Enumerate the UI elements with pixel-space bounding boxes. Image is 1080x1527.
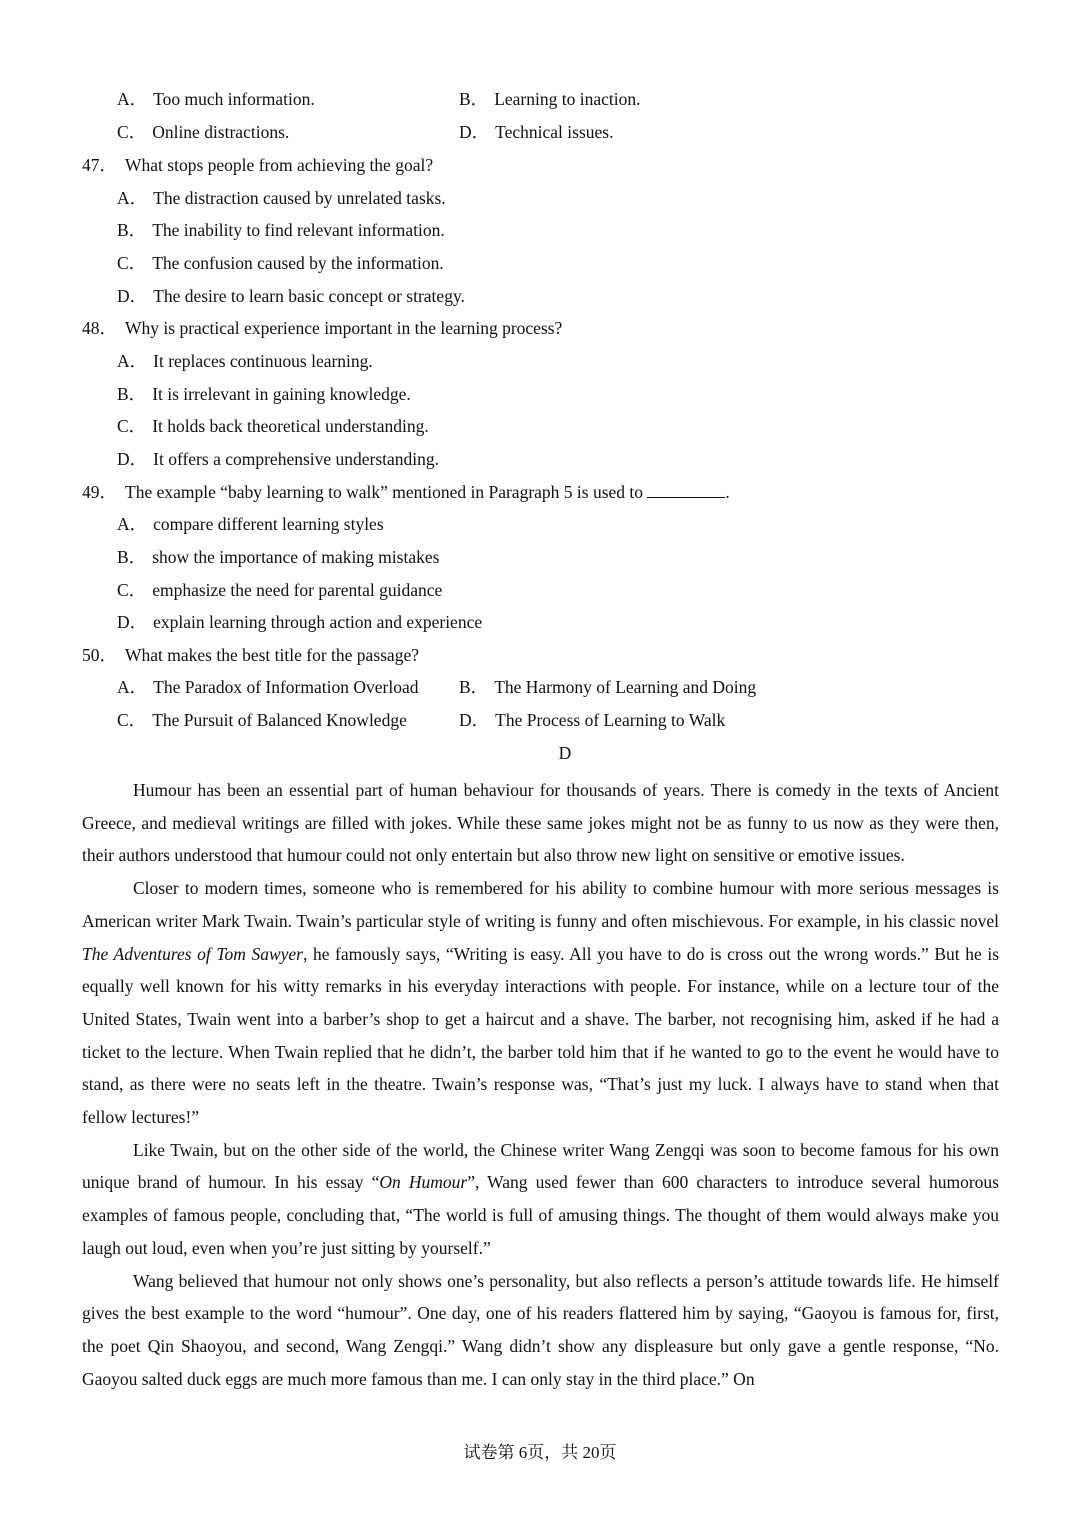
option-letter: C． [117, 122, 147, 142]
reading-passage [82, 774, 999, 1395]
answer-blank [647, 481, 725, 498]
q47-option-d [117, 285, 465, 307]
question-47 [82, 154, 433, 176]
q46-option-d [459, 121, 613, 143]
option-letter: D． [117, 449, 148, 469]
question-50 [82, 644, 419, 666]
option-text: It holds back theoretical understanding. [152, 416, 429, 436]
q50-option-b [459, 676, 756, 698]
option-letter: C． [117, 416, 147, 436]
option-text: It replaces continuous learning. [153, 351, 373, 371]
question-48 [82, 317, 562, 339]
paragraph-text: ”, Wang used fewer than 600 characters to introduce several humorous examples of famous people, concluding that, “The world is full of amusing things. The thought of them would always make you laugh out loud, even when you’re just sitting by yourself.” [82, 1172, 999, 1258]
q46-option-b [459, 88, 640, 110]
q48-option-d [117, 448, 439, 470]
option-letter: B． [459, 677, 489, 697]
paragraph-text: Closer to modern times, someone who is remembered for his ability to combine humour with more serious messages is American writer Mark Twain. Twain’s particular style of writing is funny and often mischievous. For example, in his classic novel [82, 878, 999, 931]
option-letter: D． [117, 286, 148, 306]
option-text: emphasize the need for parental guidance [152, 580, 443, 600]
option-text: show the importance of making mistakes [152, 547, 440, 567]
question-text: What makes the best title for the passage? [125, 645, 419, 665]
paragraph-3 [82, 1134, 999, 1265]
option-text: The inability to find relevant information. [152, 220, 445, 240]
question-number: 49． [82, 482, 117, 502]
option-text: The Process of Learning to Walk [495, 710, 726, 730]
paragraph-text: Like Twain, but on the other side of the world, the Chinese writer Wang Zengqi was soon to become famous for his own unique brand of humour. In his essay “ [82, 1139, 999, 1193]
q50-option-d [459, 709, 725, 731]
option-letter: A． [117, 351, 148, 371]
option-letter: D． [459, 122, 490, 142]
q48-option-c [117, 415, 429, 437]
option-text: Learning to inaction. [494, 89, 641, 109]
option-text: The confusion caused by the information. [152, 253, 444, 273]
option-text: It is irrelevant in gaining knowledge. [152, 384, 411, 404]
paragraph-4: Wang believed that humour not only shows one’s personality, but also reflects a person’s attitude towards life. He himself gives the best example to the word “humour”. One day, one of his readers flattered him by saying, “Gaoyou is famous for, first, the poet Qin Shaoyou, and second, Wang Zengqi.” Wang didn’t show any displeasure but only gave a gentle response, “No. Gaoyou salted duck eggs are much more famous than me. I can only stay in the third place.” On [82, 1270, 999, 1389]
option-text: The distraction caused by unrelated tasks. [153, 188, 446, 208]
option-letter: B． [117, 547, 147, 567]
paragraph-1: Humour has been an essential part of human behaviour for thousands of years. There is comedy in the texts of Ancient Greece, and medieval writings are filled with jokes. While these same jokes might not be as funny to us now as they were then, their authors understood that humour could not only entertain but also throw new light on sensitive or emotive issues. [82, 780, 999, 866]
section-heading: D [558, 743, 572, 763]
question-49 [82, 481, 730, 503]
q47-option-c [117, 252, 444, 274]
option-letter: A． [117, 677, 148, 697]
q48-option-b [117, 383, 411, 405]
option-letter: B． [117, 220, 147, 240]
option-letter: B． [459, 89, 489, 109]
q48-option-a [117, 350, 373, 372]
blank-suffix: . [725, 482, 730, 502]
option-text: explain learning through action and experience [153, 612, 483, 632]
option-text: The desire to learn basic concept or strategy. [153, 286, 465, 306]
option-letter: A． [117, 188, 148, 208]
question-number: 48． [82, 318, 117, 338]
option-text: Too much information. [153, 89, 315, 109]
question-number: 47． [82, 155, 117, 175]
q49-option-c [117, 579, 442, 601]
paragraph-text: , he famously says, “Writing is easy. All you have to do is cross out the wrong words.” But he is equally well known for his witty remarks in his everyday interactions with people. For instance, while on a lecture tour of the United States, Twain went into a barber’s shop to get a haircut and a shave. The barber, not recognising him, asked if he had a ticket to the lecture. When Twain replied that he didn’t, the barber told him that if he wanted to go to the event he would have to stand, as there were no seats left in the theatre. Twain’s response was, “That’s just my luck. I always have to stand when that fellow lectures!” [82, 943, 999, 1128]
option-letter: A． [117, 89, 148, 109]
option-letter: D． [459, 710, 490, 730]
question-number: 50． [82, 645, 117, 665]
option-letter: C． [117, 253, 147, 273]
option-letter: C． [117, 710, 147, 730]
q50-option-a [117, 676, 418, 698]
question-text: Why is practical experience important in the learning process? [125, 318, 563, 338]
page-footer: 试卷第 6页，共 20页 [463, 1443, 617, 1462]
option-letter: A． [117, 514, 148, 534]
book-title: The Adventures of Tom Sawyer [82, 943, 303, 964]
q47-option-a [117, 187, 446, 209]
question-text: What stops people from achieving the goal? [125, 155, 434, 175]
option-letter: B． [117, 384, 147, 404]
option-text: The Paradox of Information Overload [153, 677, 419, 697]
option-letter: D． [117, 612, 148, 632]
q49-option-b [117, 546, 439, 568]
option-text: It offers a comprehensive understanding. [153, 449, 440, 469]
q47-option-b [117, 219, 445, 241]
option-text: The Pursuit of Balanced Knowledge [152, 710, 407, 730]
question-text: The example “baby learning to walk” mentioned in Paragraph 5 is used to [125, 482, 644, 502]
option-text: The Harmony of Learning and Doing [494, 677, 757, 697]
q46-option-c [117, 121, 289, 143]
q50-option-c [117, 709, 407, 731]
paragraph-2 [82, 872, 999, 1134]
q49-option-a [117, 513, 384, 535]
option-text: compare different learning styles [153, 514, 384, 534]
q49-option-d [117, 611, 482, 633]
option-letter: C． [117, 580, 147, 600]
q46-option-a [117, 88, 315, 110]
option-text: Online distractions. [152, 122, 290, 142]
essay-title: On Humour [379, 1172, 468, 1193]
option-text: Technical issues. [495, 122, 614, 142]
